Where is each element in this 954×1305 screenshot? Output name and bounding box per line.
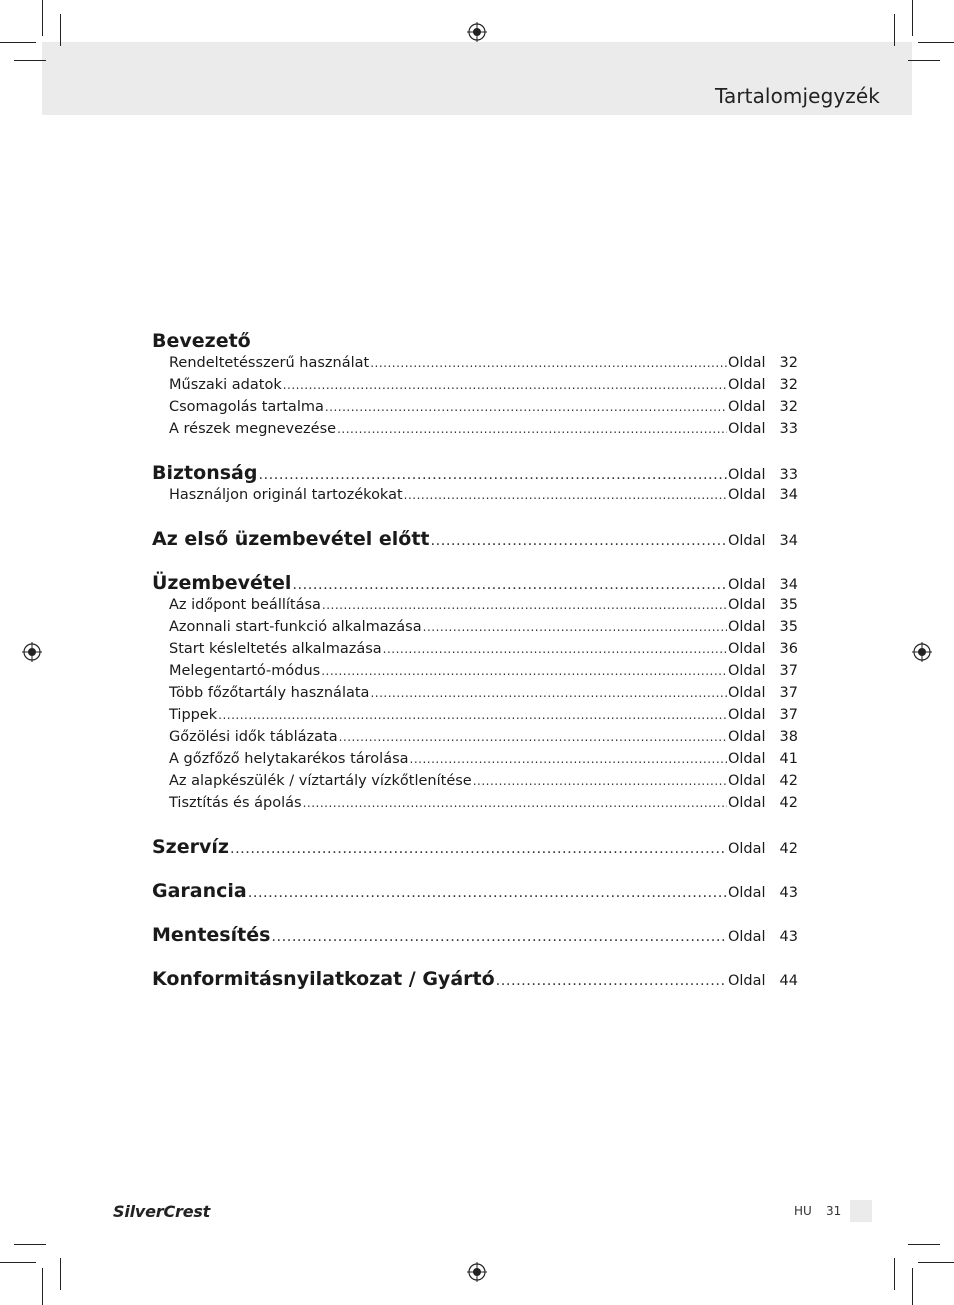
crop-mark bbox=[60, 1258, 61, 1290]
footer-page-number: 31 bbox=[826, 1204, 842, 1218]
toc-section-oldal: Oldal bbox=[727, 885, 766, 901]
toc-entry-oldal: Oldal bbox=[727, 773, 766, 789]
toc-section-row[interactable] bbox=[152, 528, 798, 550]
toc-section-title: Szervíz bbox=[152, 836, 229, 858]
registration-mark-icon bbox=[467, 22, 487, 42]
dot-leader bbox=[370, 352, 727, 374]
toc-entry-label: A gőzfőző helytakarékos tárolása bbox=[169, 751, 409, 767]
dot-leader bbox=[303, 792, 727, 814]
toc-section bbox=[152, 528, 798, 550]
toc-section-row[interactable] bbox=[152, 836, 798, 858]
toc-entry-oldal: Oldal bbox=[727, 487, 766, 503]
toc-section-oldal: Oldal bbox=[727, 929, 766, 945]
toc-entry-label: Használjon originál tartozékokat bbox=[169, 487, 403, 503]
toc-entry-label: Tisztítás és ápolás bbox=[169, 795, 302, 811]
dot-leader bbox=[248, 882, 727, 904]
toc-entry-page: 32 bbox=[779, 377, 798, 393]
toc-entry-oldal: Oldal bbox=[727, 597, 766, 613]
toc-entry-oldal: Oldal bbox=[727, 707, 766, 723]
crop-mark bbox=[912, 0, 913, 36]
crop-mark bbox=[0, 42, 36, 43]
dot-leader bbox=[431, 530, 727, 552]
toc-section bbox=[152, 462, 798, 506]
crop-mark bbox=[908, 60, 940, 61]
toc-section-title: Garancia bbox=[152, 880, 247, 902]
toc-entry-page: 35 bbox=[779, 597, 798, 613]
dot-leader bbox=[339, 726, 727, 748]
toc-section-title: Konformitásnyilatkozat / Gyártó bbox=[152, 968, 495, 990]
dot-leader bbox=[230, 838, 727, 860]
toc-entry-oldal: Oldal bbox=[727, 619, 766, 635]
dot-leader bbox=[258, 464, 727, 486]
crop-mark bbox=[42, 0, 43, 36]
table-of-contents bbox=[152, 330, 798, 990]
toc-entry[interactable] bbox=[152, 594, 798, 616]
toc-entry-oldal: Oldal bbox=[727, 377, 766, 393]
crop-mark bbox=[918, 1262, 954, 1263]
toc-entry-page: 42 bbox=[779, 795, 798, 811]
toc-section-oldal: Oldal bbox=[727, 973, 766, 989]
toc-entry-page: 35 bbox=[779, 619, 798, 635]
toc-entry-oldal: Oldal bbox=[727, 685, 766, 701]
toc-section-title: Mentesítés bbox=[152, 924, 271, 946]
toc-section-title: Biztonság bbox=[152, 462, 258, 484]
crop-mark bbox=[60, 14, 61, 46]
dot-leader bbox=[325, 396, 727, 418]
toc-section-oldal: Oldal bbox=[727, 533, 766, 549]
dot-leader bbox=[322, 594, 727, 616]
dot-leader bbox=[337, 418, 727, 440]
toc-entry-oldal: Oldal bbox=[727, 399, 766, 415]
toc-entry-page: 41 bbox=[779, 751, 798, 767]
toc-section-row[interactable] bbox=[152, 968, 798, 990]
toc-entry-label: Csomagolás tartalma bbox=[169, 399, 324, 415]
toc-entry[interactable] bbox=[152, 638, 798, 660]
toc-entry[interactable] bbox=[152, 616, 798, 638]
toc-section bbox=[152, 968, 798, 990]
toc-section-page: 43 bbox=[779, 929, 798, 945]
toc-section-row[interactable] bbox=[152, 462, 798, 484]
toc-entry[interactable] bbox=[152, 748, 798, 770]
toc-entry[interactable] bbox=[152, 352, 798, 374]
toc-entry-oldal: Oldal bbox=[727, 641, 766, 657]
toc-entry-page: 32 bbox=[779, 399, 798, 415]
crop-mark bbox=[0, 1262, 36, 1263]
toc-entry-label: Műszaki adatok bbox=[169, 377, 282, 393]
footer-page-tab bbox=[850, 1200, 872, 1222]
dot-leader bbox=[321, 660, 727, 682]
toc-section-page: 43 bbox=[779, 885, 798, 901]
toc-entry-oldal: Oldal bbox=[727, 795, 766, 811]
crop-mark bbox=[918, 42, 954, 43]
toc-entry-label: Rendeltetésszerű használat bbox=[169, 355, 370, 371]
toc-entry-page: 34 bbox=[779, 487, 798, 503]
toc-section-page: 33 bbox=[779, 467, 798, 483]
toc-section-title: Az első üzembevétel előtt bbox=[152, 528, 430, 550]
dot-leader bbox=[404, 484, 727, 506]
toc-entry-page: 38 bbox=[779, 729, 798, 745]
toc-entry-oldal: Oldal bbox=[727, 663, 766, 679]
toc-section bbox=[152, 572, 798, 814]
toc-entry-page: 37 bbox=[779, 663, 798, 679]
dot-leader bbox=[292, 574, 727, 596]
toc-entry-oldal: Oldal bbox=[727, 729, 766, 745]
toc-entry-label: Az időpont beállítása bbox=[169, 597, 321, 613]
toc-section-page: 34 bbox=[779, 533, 798, 549]
registration-mark-icon bbox=[22, 642, 42, 662]
page-title: Tartalomjegyzék bbox=[714, 84, 880, 108]
toc-entry-label: Melegentartó-módus bbox=[169, 663, 321, 679]
toc-entry[interactable] bbox=[152, 682, 798, 704]
toc-entry-label: Több főzőtartály használata bbox=[169, 685, 370, 701]
toc-entry-oldal: Oldal bbox=[727, 355, 766, 371]
dot-leader bbox=[271, 926, 727, 948]
registration-mark-icon bbox=[912, 642, 932, 662]
brand-logo: SilverCrest bbox=[113, 1202, 211, 1221]
toc-entry-page: 36 bbox=[779, 641, 798, 657]
toc-section-title: Üzembevétel bbox=[152, 572, 292, 594]
toc-entry-label: Gőzölési idők táblázata bbox=[169, 729, 338, 745]
crop-mark bbox=[894, 1258, 895, 1290]
toc-section-row[interactable] bbox=[152, 924, 798, 946]
toc-entry-oldal: Oldal bbox=[727, 751, 766, 767]
registration-mark-icon bbox=[467, 1262, 487, 1282]
crop-mark bbox=[42, 1268, 43, 1305]
dot-leader bbox=[218, 704, 727, 726]
toc-entry-page: 32 bbox=[779, 355, 798, 371]
toc-entry[interactable] bbox=[152, 770, 798, 792]
toc-section-row[interactable] bbox=[152, 880, 798, 902]
toc-entry-label: Az alapkészülék / víztartály vízkőtlenítése bbox=[169, 773, 472, 789]
toc-entry-page: 42 bbox=[779, 773, 798, 789]
toc-entry-label: Azonnali start-funkció alkalmazása bbox=[169, 619, 422, 635]
toc-entry-page: 37 bbox=[779, 685, 798, 701]
toc-section-oldal: Oldal bbox=[727, 467, 766, 483]
crop-mark bbox=[908, 1244, 940, 1245]
dot-leader bbox=[496, 970, 727, 992]
toc-entry-label: Start késleltetés alkalmazása bbox=[169, 641, 382, 657]
toc-section bbox=[152, 924, 798, 946]
dot-leader bbox=[370, 682, 727, 704]
toc-entry-label: A részek megnevezése bbox=[169, 421, 337, 437]
dot-leader bbox=[410, 748, 727, 770]
toc-entry-label: Tippek bbox=[169, 707, 218, 723]
toc-entry[interactable] bbox=[152, 792, 798, 814]
toc-section-title[interactable]: Bevezető bbox=[152, 330, 251, 352]
toc-section-page: 42 bbox=[779, 841, 798, 857]
dot-leader bbox=[383, 638, 727, 660]
toc-section-page: 44 bbox=[779, 973, 798, 989]
dot-leader bbox=[423, 616, 727, 638]
toc-entry[interactable] bbox=[152, 374, 798, 396]
toc-entry-page: 33 bbox=[779, 421, 798, 437]
toc-section bbox=[152, 880, 798, 902]
dot-leader bbox=[283, 374, 727, 396]
crop-mark bbox=[14, 60, 46, 61]
footer-language: HU bbox=[794, 1204, 812, 1218]
toc-entry[interactable] bbox=[152, 726, 798, 748]
toc-section bbox=[152, 836, 798, 858]
toc-section-oldal: Oldal bbox=[727, 577, 766, 593]
dot-leader bbox=[473, 770, 727, 792]
crop-mark bbox=[912, 1268, 913, 1305]
toc-section-page: 34 bbox=[779, 577, 798, 593]
toc-entry[interactable] bbox=[152, 484, 798, 506]
toc-entry[interactable] bbox=[152, 704, 798, 726]
toc-entry-oldal: Oldal bbox=[727, 421, 766, 437]
toc-section-row[interactable] bbox=[152, 572, 798, 594]
crop-mark bbox=[894, 14, 895, 46]
toc-entry-page: 37 bbox=[779, 707, 798, 723]
toc-section bbox=[152, 330, 798, 440]
toc-entry[interactable] bbox=[152, 660, 798, 682]
toc-entry[interactable] bbox=[152, 396, 798, 418]
toc-entry[interactable] bbox=[152, 418, 798, 440]
crop-mark bbox=[14, 1244, 46, 1245]
toc-section-oldal: Oldal bbox=[727, 841, 766, 857]
